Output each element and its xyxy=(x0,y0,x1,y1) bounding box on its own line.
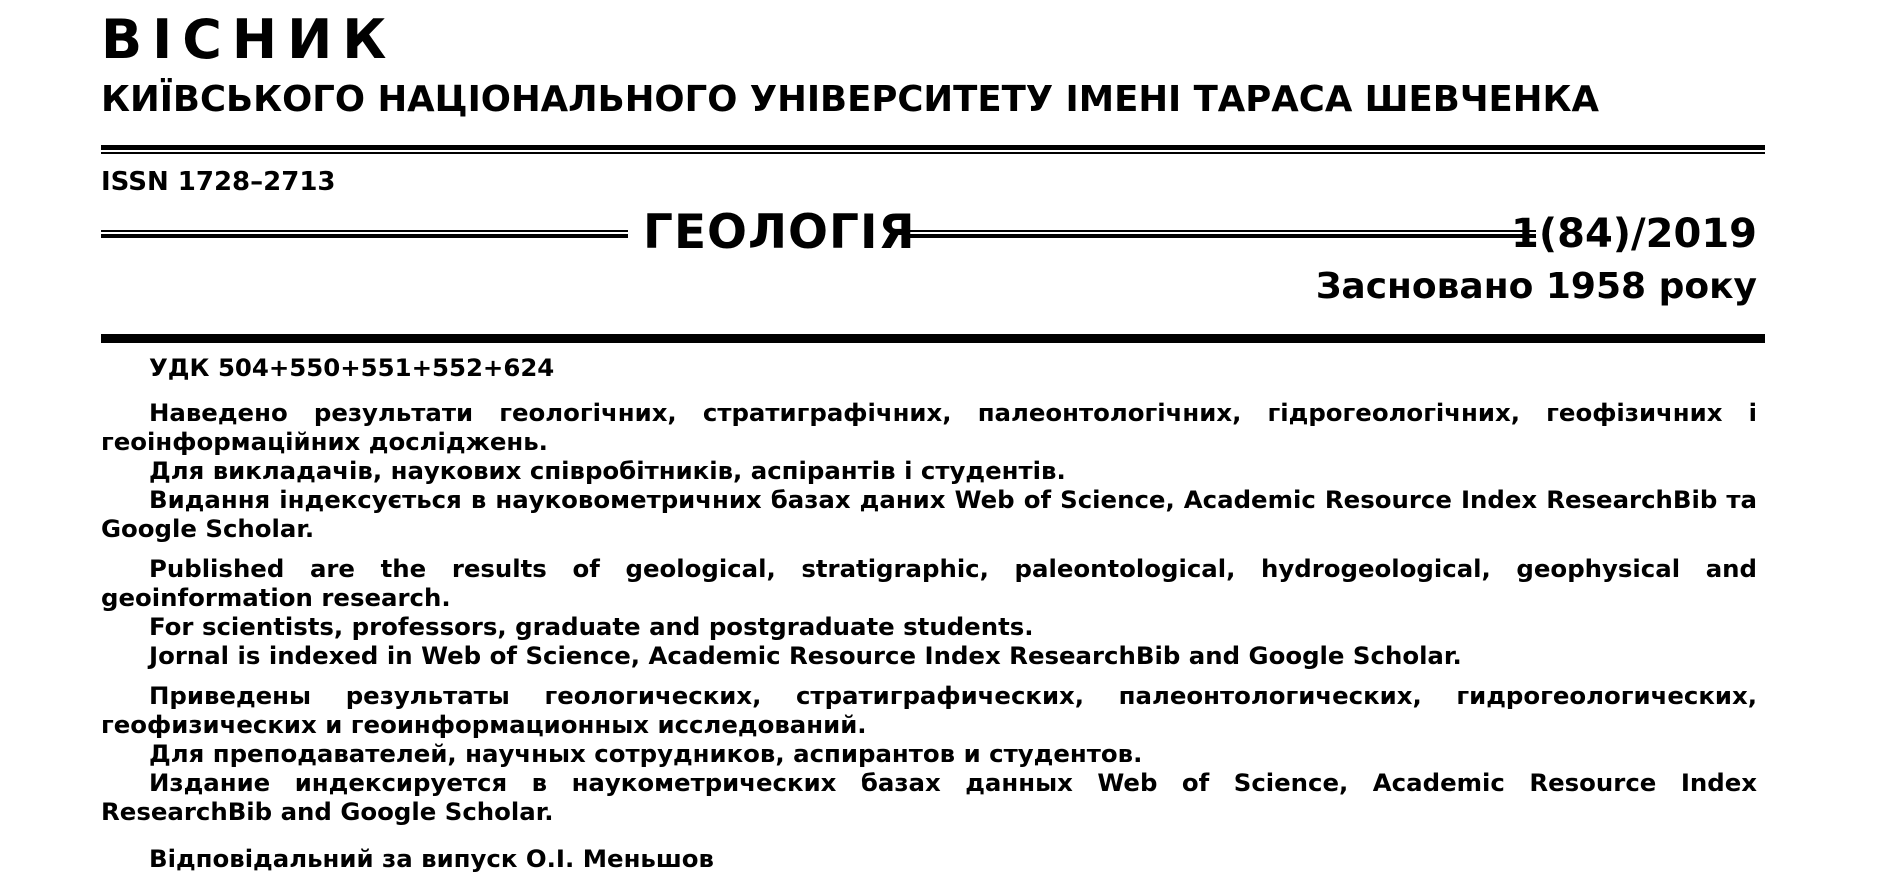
ukrainian-description xyxy=(101,398,1757,543)
issue-number: 1(84)/2019 xyxy=(1511,211,1757,257)
udk-code: УДК 504+550+551+552+624 xyxy=(149,353,555,382)
section-row xyxy=(101,205,1765,261)
founded-year: Засновано 1958 року xyxy=(1315,266,1757,307)
journal-title: ВІСНИК xyxy=(101,8,397,71)
description-paragraph: For scientists, professors, graduate and postgraduate students. xyxy=(149,612,1034,641)
section-title: ГЕОЛОГІЯ xyxy=(643,205,916,260)
header-thick-rule xyxy=(101,334,1765,343)
journal-description xyxy=(101,353,1757,873)
russian-description xyxy=(101,681,1757,826)
issn-label: ISSN 1728–2713 xyxy=(101,167,336,197)
english-description xyxy=(101,554,1757,670)
section-rule-right xyxy=(908,230,1536,238)
description-paragraph: Для викладачів, наукових співробітників, аспірантів і студентів. xyxy=(149,456,1066,485)
description-paragraph: Наведено результати геологічних, стратиграфічних, палеонтологічних, гідрогеологічних, геофізичних і геоінформаційних досліджень. xyxy=(101,398,1757,456)
description-paragraph: Видання індексується в науковометричних базах даних Web of Science, Academic Resource Index ResearchBib та Google Scholar. xyxy=(101,485,1757,543)
description-paragraph: Приведены результаты геологических, стратиграфических, палеонтологических, гидрогеологических, геофизических и геоинформационных исследований. xyxy=(101,681,1757,739)
section-rule-left xyxy=(101,230,628,238)
description-paragraph: Издание индексируется в наукометрических базах данных Web of Science, Academic Resource Index ResearchBib and Google Scholar. xyxy=(101,768,1757,826)
responsible-editor: Відповідальний за випуск О.І. Меньшов xyxy=(149,844,714,873)
description-paragraph: Для преподавателей, научных сотрудников, аспирантов и студентов. xyxy=(149,739,1143,768)
university-name: КИЇВСЬКОГО НАЦІОНАЛЬНОГО УНІВЕРСИТЕТУ ІМЕНІ ТАРАСА ШЕВЧЕНКА xyxy=(101,79,1599,120)
header-double-rule xyxy=(101,145,1765,154)
description-paragraph: Jornal is indexed in Web of Science, Academic Resource Index ResearchBib and Google Scholar. xyxy=(149,641,1462,670)
description-paragraph: Published are the results of geological, stratigraphic, paleontological, hydrogeological, geophysical and geoinformation research. xyxy=(101,554,1757,612)
